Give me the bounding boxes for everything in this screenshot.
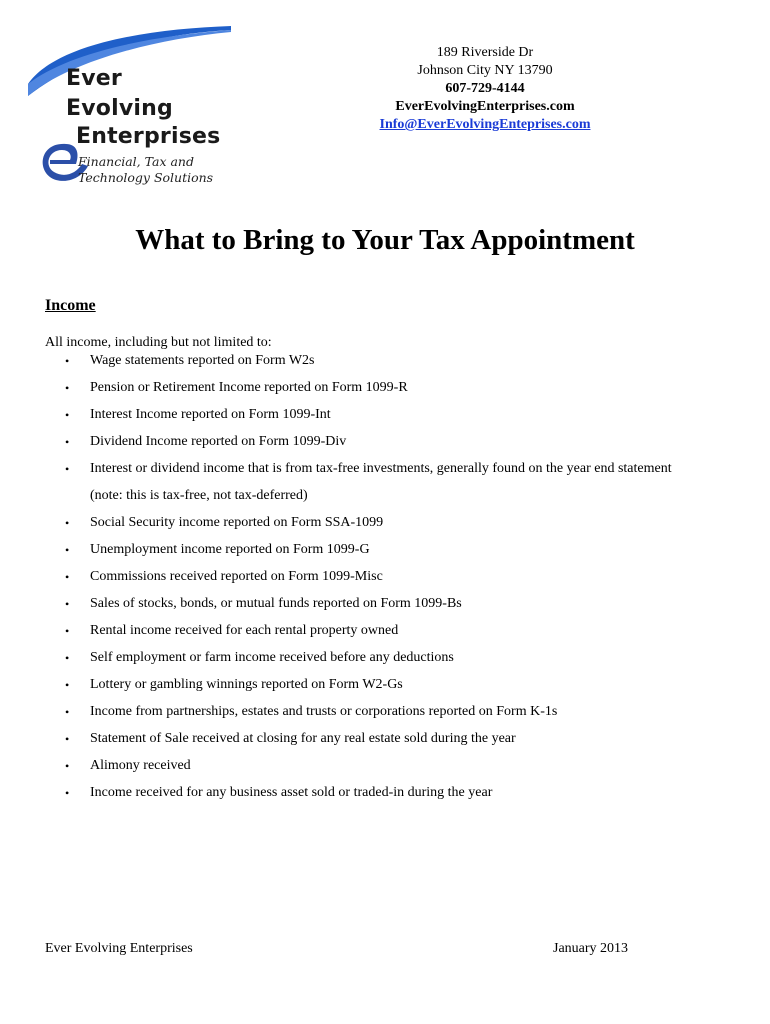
- list-item-text: Self employment or farm income received before any deductions: [90, 650, 454, 665]
- logo-tagline: [78, 154, 238, 186]
- bullet-icon: •: [65, 354, 70, 368]
- logo-word-enterprises: Enterprises: [76, 124, 221, 149]
- list-item: [45, 568, 745, 586]
- list-item-text: Income from partnerships, estates and trusts or corporations reported on Form K-1s: [90, 704, 558, 719]
- bullet-icon: •: [65, 408, 70, 422]
- bullet-icon: •: [65, 624, 70, 638]
- section-intro: All income, including but not limited to:: [45, 335, 272, 350]
- logo-tagline-line2: Technology Solutions: [78, 170, 214, 185]
- list-item: [45, 703, 745, 721]
- bullet-icon: •: [65, 597, 70, 611]
- contact-city: Johnson City NY 13790: [417, 63, 553, 78]
- list-item: [45, 352, 745, 370]
- bullet-icon: •: [65, 651, 70, 665]
- list-item: [45, 757, 745, 775]
- company-logo: [26, 24, 231, 189]
- list-item-text: Interest Income reported on Form 1099-Int: [90, 407, 331, 422]
- bullet-icon: •: [65, 705, 70, 719]
- list-item: [45, 784, 745, 802]
- list-item: [45, 649, 745, 667]
- list-item: [45, 406, 745, 424]
- footer-company: Ever Evolving Enterprises: [45, 941, 193, 956]
- list-item: [45, 433, 745, 451]
- bullet-icon: •: [65, 570, 70, 584]
- contact-block: [330, 44, 640, 134]
- list-item-text: Commissions received reported on Form 1099-Misc: [90, 569, 383, 584]
- bullet-icon: •: [65, 462, 70, 476]
- bullet-icon: •: [65, 678, 70, 692]
- list-item: [45, 541, 745, 559]
- bullet-icon: •: [65, 516, 70, 530]
- list-item-text: Alimony received: [90, 758, 191, 773]
- bullet-icon: •: [65, 759, 70, 773]
- bullet-icon: •: [65, 786, 70, 800]
- bullet-icon: •: [65, 435, 70, 449]
- list-item: [45, 379, 745, 397]
- list-item: [45, 595, 745, 613]
- list-item: [45, 460, 745, 505]
- logo-tagline-line1: Financial, Tax and: [78, 154, 194, 169]
- list-item-text: Pension or Retirement Income reported on Form 1099-R: [90, 380, 408, 395]
- list-item-text: Wage statements reported on Form W2s: [90, 353, 315, 368]
- list-item-text: Social Security income reported on Form SSA-1099: [90, 515, 384, 530]
- list-item-text: Income received for any business asset sold or traded-in during the year: [90, 785, 493, 800]
- footer-date: January 2013: [553, 941, 629, 956]
- bullet-icon: •: [65, 543, 70, 557]
- list-item-text: Lottery or gambling winnings reported on Form W2-Gs: [90, 677, 403, 692]
- bullet-icon: •: [65, 732, 70, 746]
- list-item-text: Sales of stocks, bonds, or mutual funds reported on Form 1099-Bs: [90, 596, 462, 611]
- page-title: What to Bring to Your Tax Appointment: [135, 224, 635, 256]
- contact-email-link[interactable]: Info@EverEvolvingEnteprises.com: [379, 117, 591, 132]
- contact-phone: 607-729-4144: [445, 81, 525, 96]
- list-item-text: Rental income received for each rental property owned: [90, 623, 399, 638]
- contact-website: EverEvolvingEnterprises.com: [395, 99, 575, 114]
- list-item: [45, 622, 745, 640]
- income-list: [45, 352, 745, 811]
- list-item-continuation: (note: this is tax-free, not tax-deferred): [90, 488, 308, 503]
- contact-street: 189 Riverside Dr: [436, 45, 534, 60]
- list-item: [45, 730, 745, 748]
- list-item-text: Dividend Income reported on Form 1099-Div: [90, 434, 347, 449]
- list-item-text: Unemployment income reported on Form 1099-G: [90, 542, 370, 557]
- logo-word-ever: Ever: [66, 66, 122, 91]
- bullet-icon: •: [65, 381, 70, 395]
- list-item-text: Statement of Sale received at closing for any real estate sold during the year: [90, 731, 516, 746]
- list-item-text: Interest or dividend income that is from tax-free investments, generally found on the year end statement: [90, 461, 672, 476]
- logo-word-evolving: Evolving: [66, 96, 173, 121]
- list-item: [45, 514, 745, 532]
- section-heading-income: Income: [45, 297, 96, 314]
- list-item: [45, 676, 745, 694]
